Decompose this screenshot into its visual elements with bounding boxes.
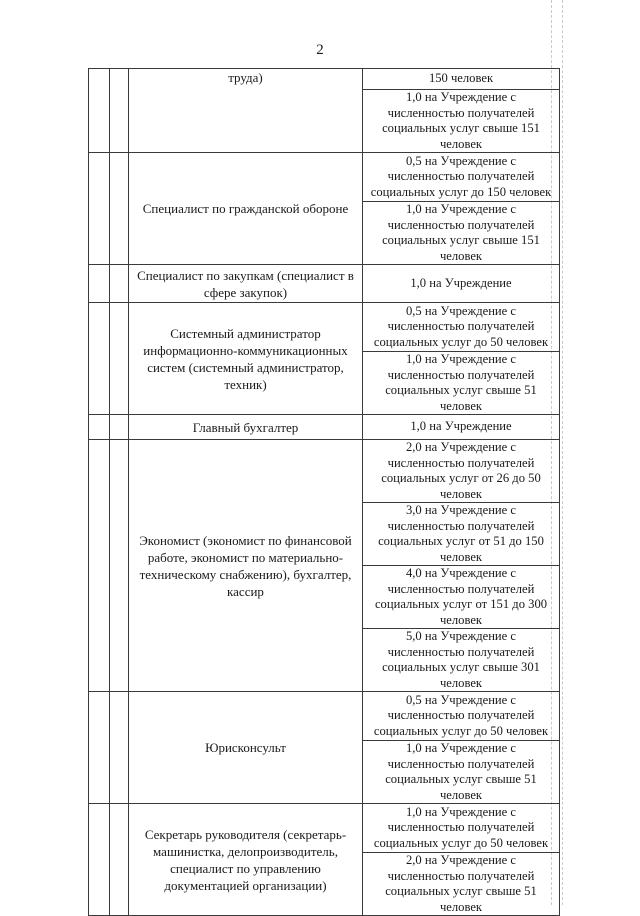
table-row: [89, 440, 560, 503]
position-cell: Юрисконсульт: [129, 692, 363, 804]
norm-cell: 1,0 на Учреждение с численностью получателей социальных услуг до 50 человек: [363, 804, 560, 853]
table-row: [89, 804, 560, 853]
aux-cell: [110, 415, 129, 440]
table-row: [89, 265, 560, 303]
number-cell: [89, 692, 110, 804]
position-cell: Секретарь руководителя (секретарь-машинистка, делопроизводитель, специалист по управлению документацией организации): [129, 804, 363, 916]
number-cell: [89, 804, 110, 916]
number-cell: [89, 415, 110, 440]
number-cell: [89, 265, 110, 303]
norm-cell: 1,0 на Учреждение с численностью получателей социальных услуг свыше 151 человек: [363, 90, 560, 153]
norm-cell: 2,0 на Учреждение с численностью получателей социальных услуг от 26 до 50 человек: [363, 440, 560, 503]
aux-cell: [110, 440, 129, 692]
scan-artifact-line: [562, 0, 563, 905]
norm-cell: 3,0 на Учреждение с численностью получателей социальных услуг от 51 до 150 человек: [363, 503, 560, 566]
number-cell: [89, 303, 110, 415]
aux-cell: [110, 804, 129, 916]
staffing-norms-table: [88, 68, 560, 916]
norm-cell: 150 человек: [363, 69, 560, 90]
table-row: [89, 69, 560, 90]
position-cell: Специалист по закупкам (специалист в сфере закупок): [129, 265, 363, 303]
table-row: [89, 415, 560, 440]
norm-cell: 0,5 на Учреждение с численностью получателей социальных услуг до 50 человек: [363, 692, 560, 741]
table-row: [89, 692, 560, 741]
aux-cell: [110, 153, 129, 265]
aux-cell: [110, 692, 129, 804]
position-cell: Экономист (экономист по финансовой работе, экономист по материально-техническому снабжению), бухгалтер, кассир: [129, 440, 363, 692]
page-number: 2: [316, 42, 324, 58]
aux-cell: [110, 69, 129, 153]
norm-cell: 1,0 на Учреждение с численностью получателей социальных услуг свыше 51 человек: [363, 352, 560, 415]
position-cell: труда): [129, 69, 363, 153]
number-cell: [89, 440, 110, 692]
number-cell: [89, 69, 110, 153]
norm-cell: 1,0 на Учреждение с численностью получателей социальных услуг свыше 51 человек: [363, 741, 560, 804]
position-cell: Специалист по гражданской обороне: [129, 153, 363, 265]
aux-cell: [110, 265, 129, 303]
norm-cell: 1,0 на Учреждение с численностью получателей социальных услуг свыше 151 человек: [363, 202, 560, 265]
norm-cell: 0,5 на Учреждение с численностью получателей социальных услуг до 150 человек: [363, 153, 560, 202]
aux-cell: [110, 303, 129, 415]
norm-cell: 5,0 на Учреждение с численностью получателей социальных услуг свыше 301 человек: [363, 629, 560, 692]
norm-cell: 1,0 на Учреждение: [363, 415, 560, 440]
position-cell: Системный администратор информационно-коммуникационных систем (системный администратор, техник): [129, 303, 363, 415]
norm-cell: 0,5 на Учреждение с численностью получателей социальных услуг до 50 человек: [363, 303, 560, 352]
norm-cell: 4,0 на Учреждение с численностью получателей социальных услуг от 151 до 300 человек: [363, 566, 560, 629]
table-row: [89, 153, 560, 202]
norm-cell: 1,0 на Учреждение: [363, 265, 560, 303]
norm-cell: 2,0 на Учреждение с численностью получателей социальных услуг свыше 51 человек: [363, 853, 560, 916]
position-cell: Главный бухгалтер: [129, 415, 363, 440]
table-row: [89, 303, 560, 352]
number-cell: [89, 153, 110, 265]
